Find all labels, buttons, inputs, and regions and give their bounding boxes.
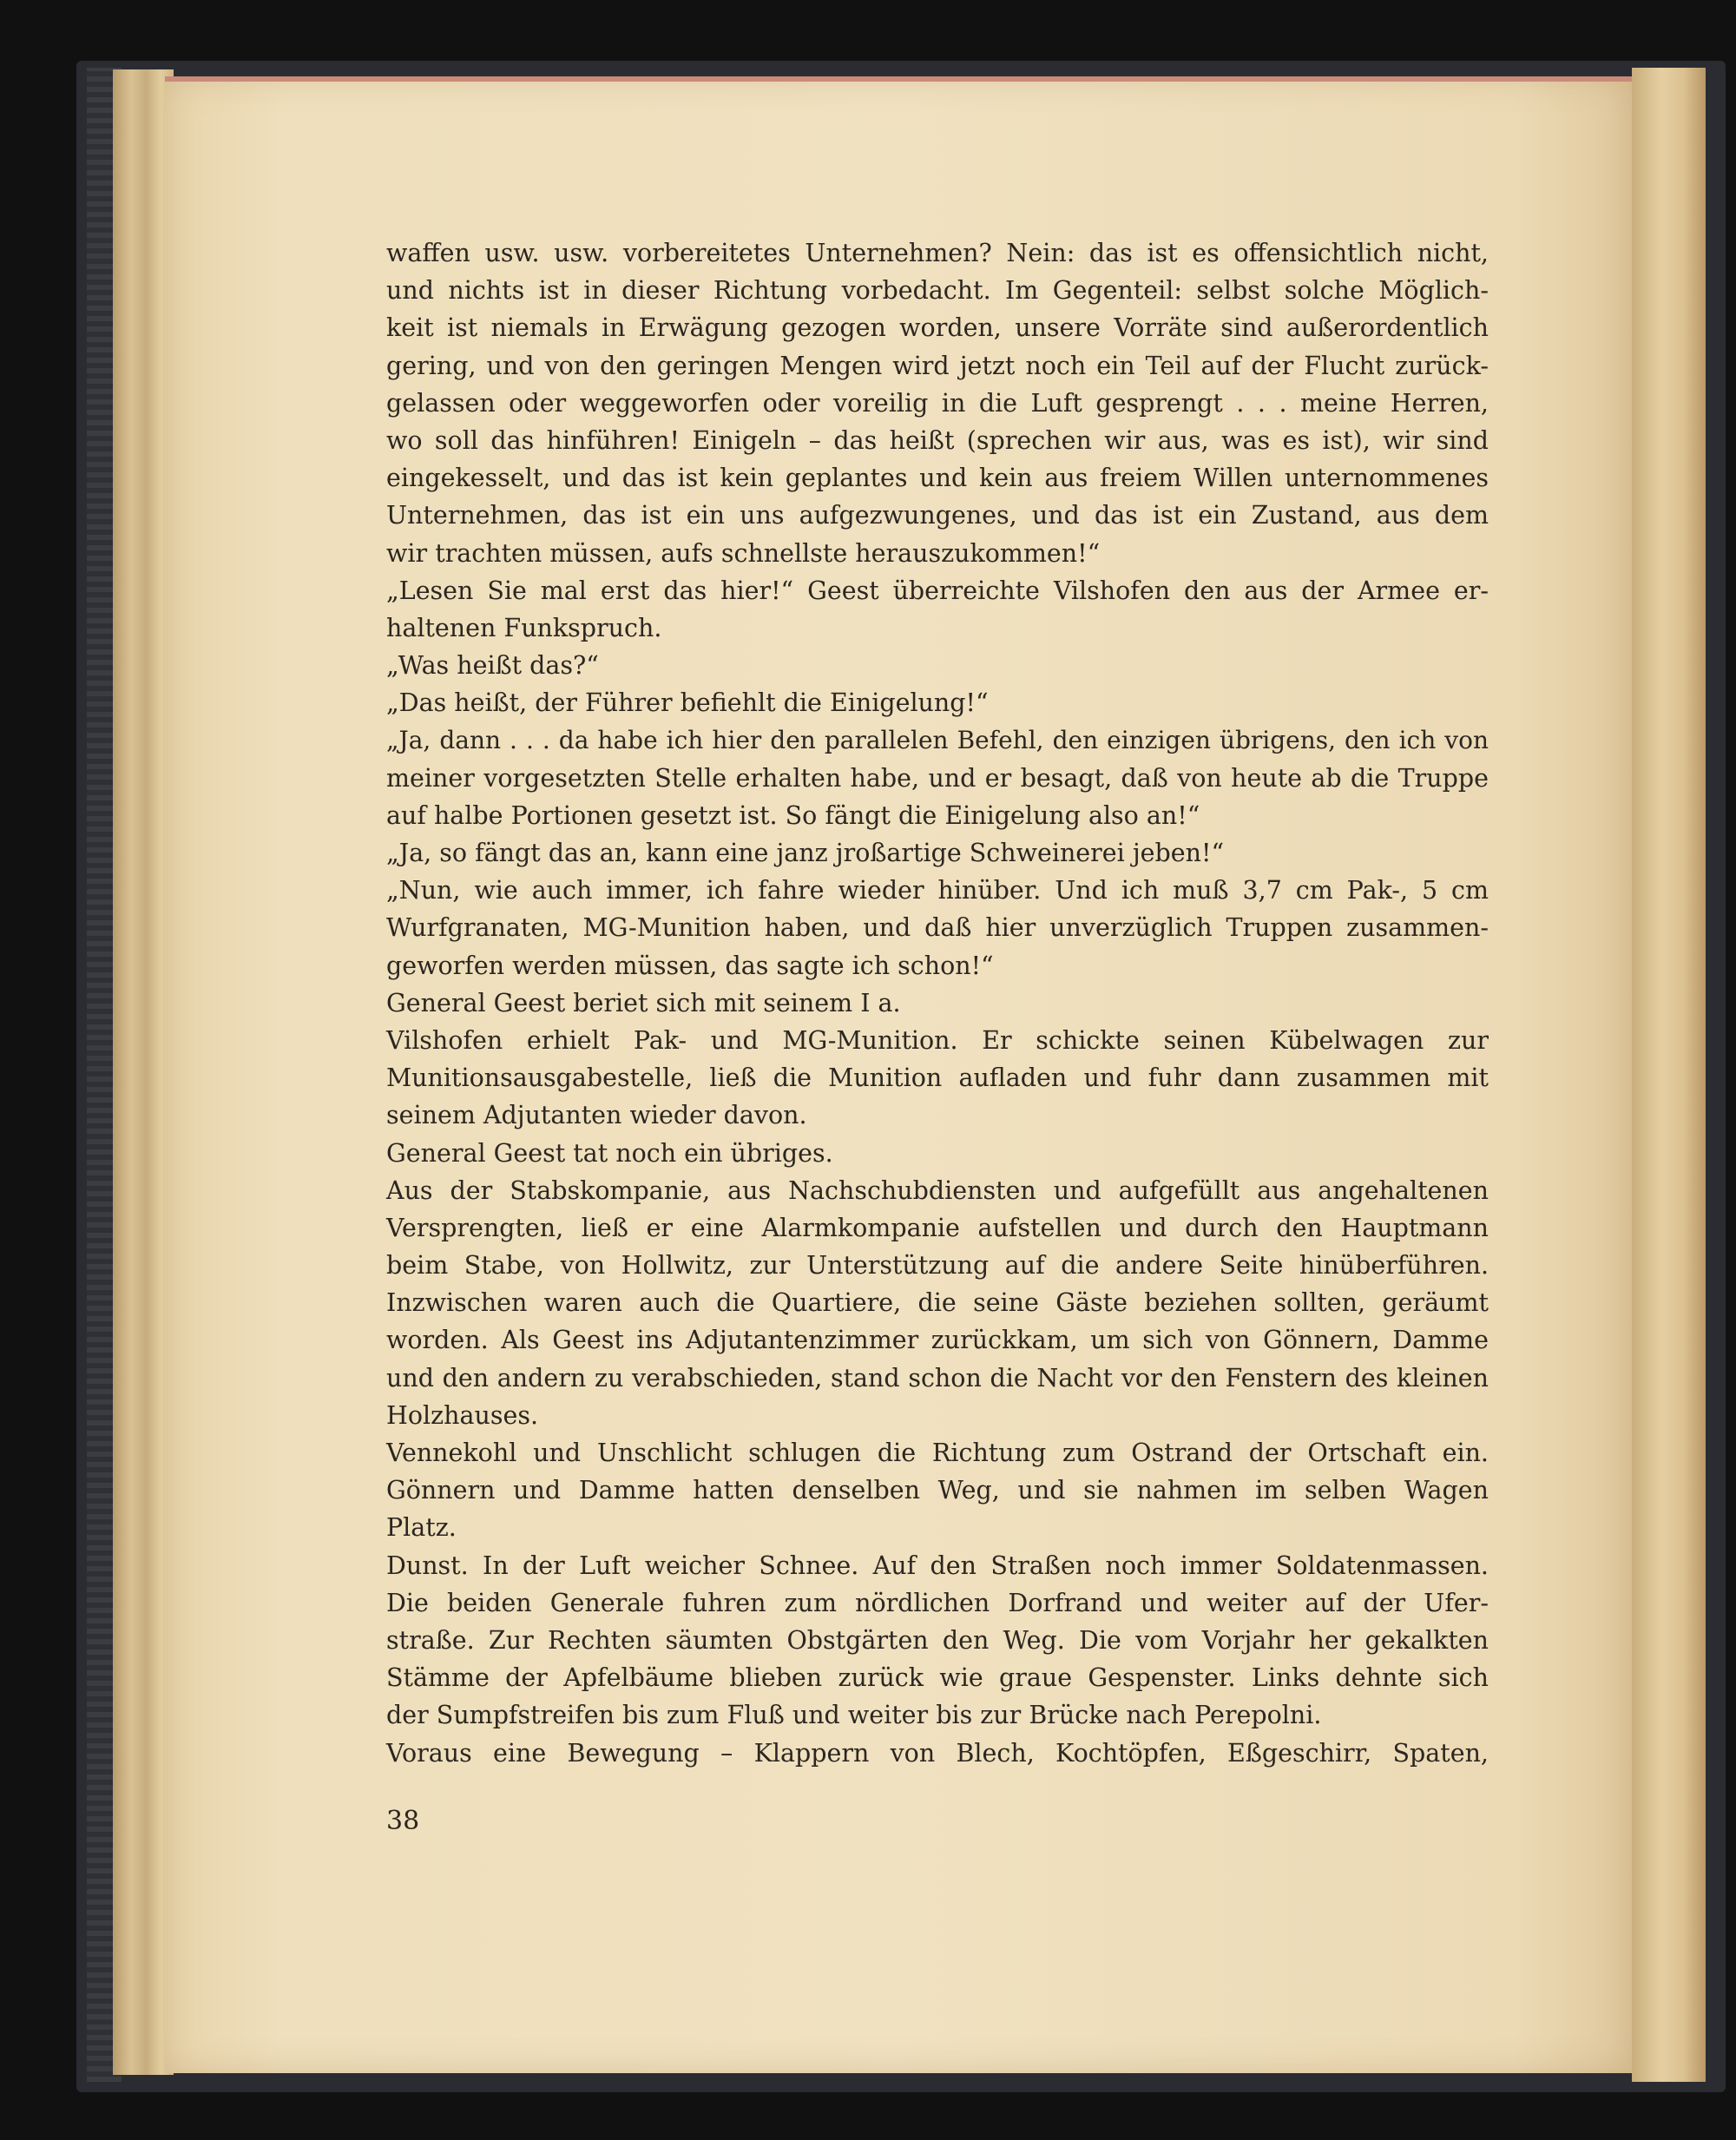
text-line: Unternehmen, das ist ein uns aufgezwungenes, und das ist ein Zustand, aus dem bbox=[386, 501, 1489, 530]
text-line: Munitionsausgabestelle, ließ die Munition aufladen und fuhr dann zusammen mit bbox=[386, 1063, 1489, 1093]
text-line: Wurfgranaten, MG-Munition haben, und daß hier unverzüglich Truppen zusammen- bbox=[386, 913, 1489, 943]
text-line: General Geest beriet sich mit seinem I a. bbox=[386, 988, 901, 1017]
text-line: „Das heißt, der Führer befiehlt die Einigelung!“ bbox=[386, 688, 989, 718]
text-line: gering, und von den geringen Mengen wird jetzt noch ein Teil auf der Flucht zurück- bbox=[386, 351, 1489, 380]
text-line: Stämme der Apfelbäume blieben zurück wie graue Gespenster. Links dehnte sich bbox=[386, 1663, 1489, 1693]
text-line: Platz. bbox=[386, 1513, 457, 1543]
text-line: „Ja, dann . . . da habe ich hier den parallelen Befehl, den einzigen übrigens, den ich von bbox=[386, 726, 1489, 755]
text-line: General Geest tat noch ein übriges. bbox=[386, 1138, 833, 1168]
page-top-edge bbox=[165, 76, 1632, 82]
text-line: Die beiden Generale fuhren zum nördlichen Dorfrand und weiter auf der Ufer- bbox=[386, 1588, 1489, 1617]
page-number: 38 bbox=[386, 1806, 420, 1836]
text-line: keit ist niemals in Erwägung gezogen worden, unsere Vorräte sind außerordentlich bbox=[386, 313, 1489, 343]
text-line: waffen usw. usw. vorbereitetes Unternehmen? Nein: das ist es offensichtlich nicht, bbox=[386, 239, 1489, 267]
text-line: auf halbe Portionen gesetzt ist. So fängt die Einigelung also an!“ bbox=[386, 800, 1200, 830]
text-line: wir trachten müssen, aufs schnellste herauszukommen!“ bbox=[386, 538, 1101, 568]
facing-page-edge bbox=[1632, 68, 1706, 2082]
text-line: Vennekohl und Unschlicht schlugen die Richtung zum Ostrand der Ortschaft ein. bbox=[386, 1439, 1489, 1467]
text-line: Inzwischen waren auch die Quartiere, die seine Gäste beziehen sollten, geräumt bbox=[386, 1288, 1489, 1318]
text-line: Gönnern und Damme hatten denselben Weg, und sie nahmen im selben Wagen bbox=[386, 1476, 1489, 1505]
text-line: „Lesen Sie mal erst das hier!“ Geest überreichte Vilshofen den aus der Armee er- bbox=[386, 576, 1489, 605]
text-line: worden. Als Geest ins Adjutantenzimmer zurückkam, um sich von Gönnern, Damme bbox=[386, 1326, 1489, 1355]
text-line: Vilshofen erhielt Pak- und MG-Munition. Er schickte seinen Kübelwagen zur bbox=[386, 1025, 1489, 1055]
text-line: „Was heißt das?“ bbox=[386, 651, 599, 681]
text-line: der Sumpfstreifen bis zum Fluß und weiter bis zur Brücke nach Perepolni. bbox=[386, 1701, 1322, 1730]
text-line: gelassen oder weggeworfen oder voreilig in die Luft gesprengt . . . meine Herren, bbox=[386, 388, 1489, 418]
text-line: „Ja, so fängt das an, kann eine janz jroßartige Schweinerei jeben!“ bbox=[386, 839, 1225, 867]
text-line: Voraus eine Bewegung – Klappern von Blech, Kochtöpfen, Eßgeschirr, Spaten, bbox=[386, 1738, 1489, 1768]
page-body-text bbox=[386, 234, 1489, 1772]
text-line: geworfen werden müssen, das sagte ich schon!“ bbox=[386, 951, 994, 980]
text-line: „Nun, wie auch immer, ich fahre wieder hinüber. Und ich muß 3,7 cm Pak-, 5 cm bbox=[386, 876, 1489, 905]
text-line: Dunst. In der Luft weicher Schnee. Auf den Straßen noch immer Soldatenmassen. bbox=[386, 1551, 1489, 1580]
text-line: straße. Zur Rechten säumten Obstgärten den Weg. Die vom Vorjahr her gekalkten bbox=[386, 1625, 1489, 1655]
text-line: meiner vorgesetzten Stelle erhalten habe, und er besagt, daß von heute ab die Truppe bbox=[386, 763, 1489, 793]
text-line: beim Stabe, von Hollwitz, zur Unterstützung auf die andere Seite hinüberführen. bbox=[386, 1251, 1489, 1281]
text-line: und den andern zu verabschieden, stand schon die Nacht vor den Fenstern des kleinen bbox=[386, 1363, 1489, 1393]
text-line: wo soll das hinführen! Einigeln – das heißt (sprechen wir aus, was es ist), wir sind bbox=[386, 425, 1489, 455]
text-line: und nichts ist in dieser Richtung vorbedacht. Im Gegenteil: selbst solche Möglich- bbox=[386, 276, 1489, 306]
text-line: seinem Adjutanten wieder davon. bbox=[386, 1101, 807, 1130]
text-line: Versprengten, ließ er eine Alarmkompanie aufstellen und durch den Hauptmann bbox=[386, 1213, 1489, 1242]
text-line: eingekesselt, und das ist kein geplantes und kein aus freiem Willen unternommenes bbox=[386, 464, 1489, 493]
text-line: Holzhauses. bbox=[386, 1400, 539, 1430]
text-line: haltenen Funkspruch. bbox=[386, 613, 662, 642]
text-line: Aus der Stabskompanie, aus Nachschubdiensten und aufgefüllt aus angehaltenen bbox=[386, 1175, 1489, 1205]
